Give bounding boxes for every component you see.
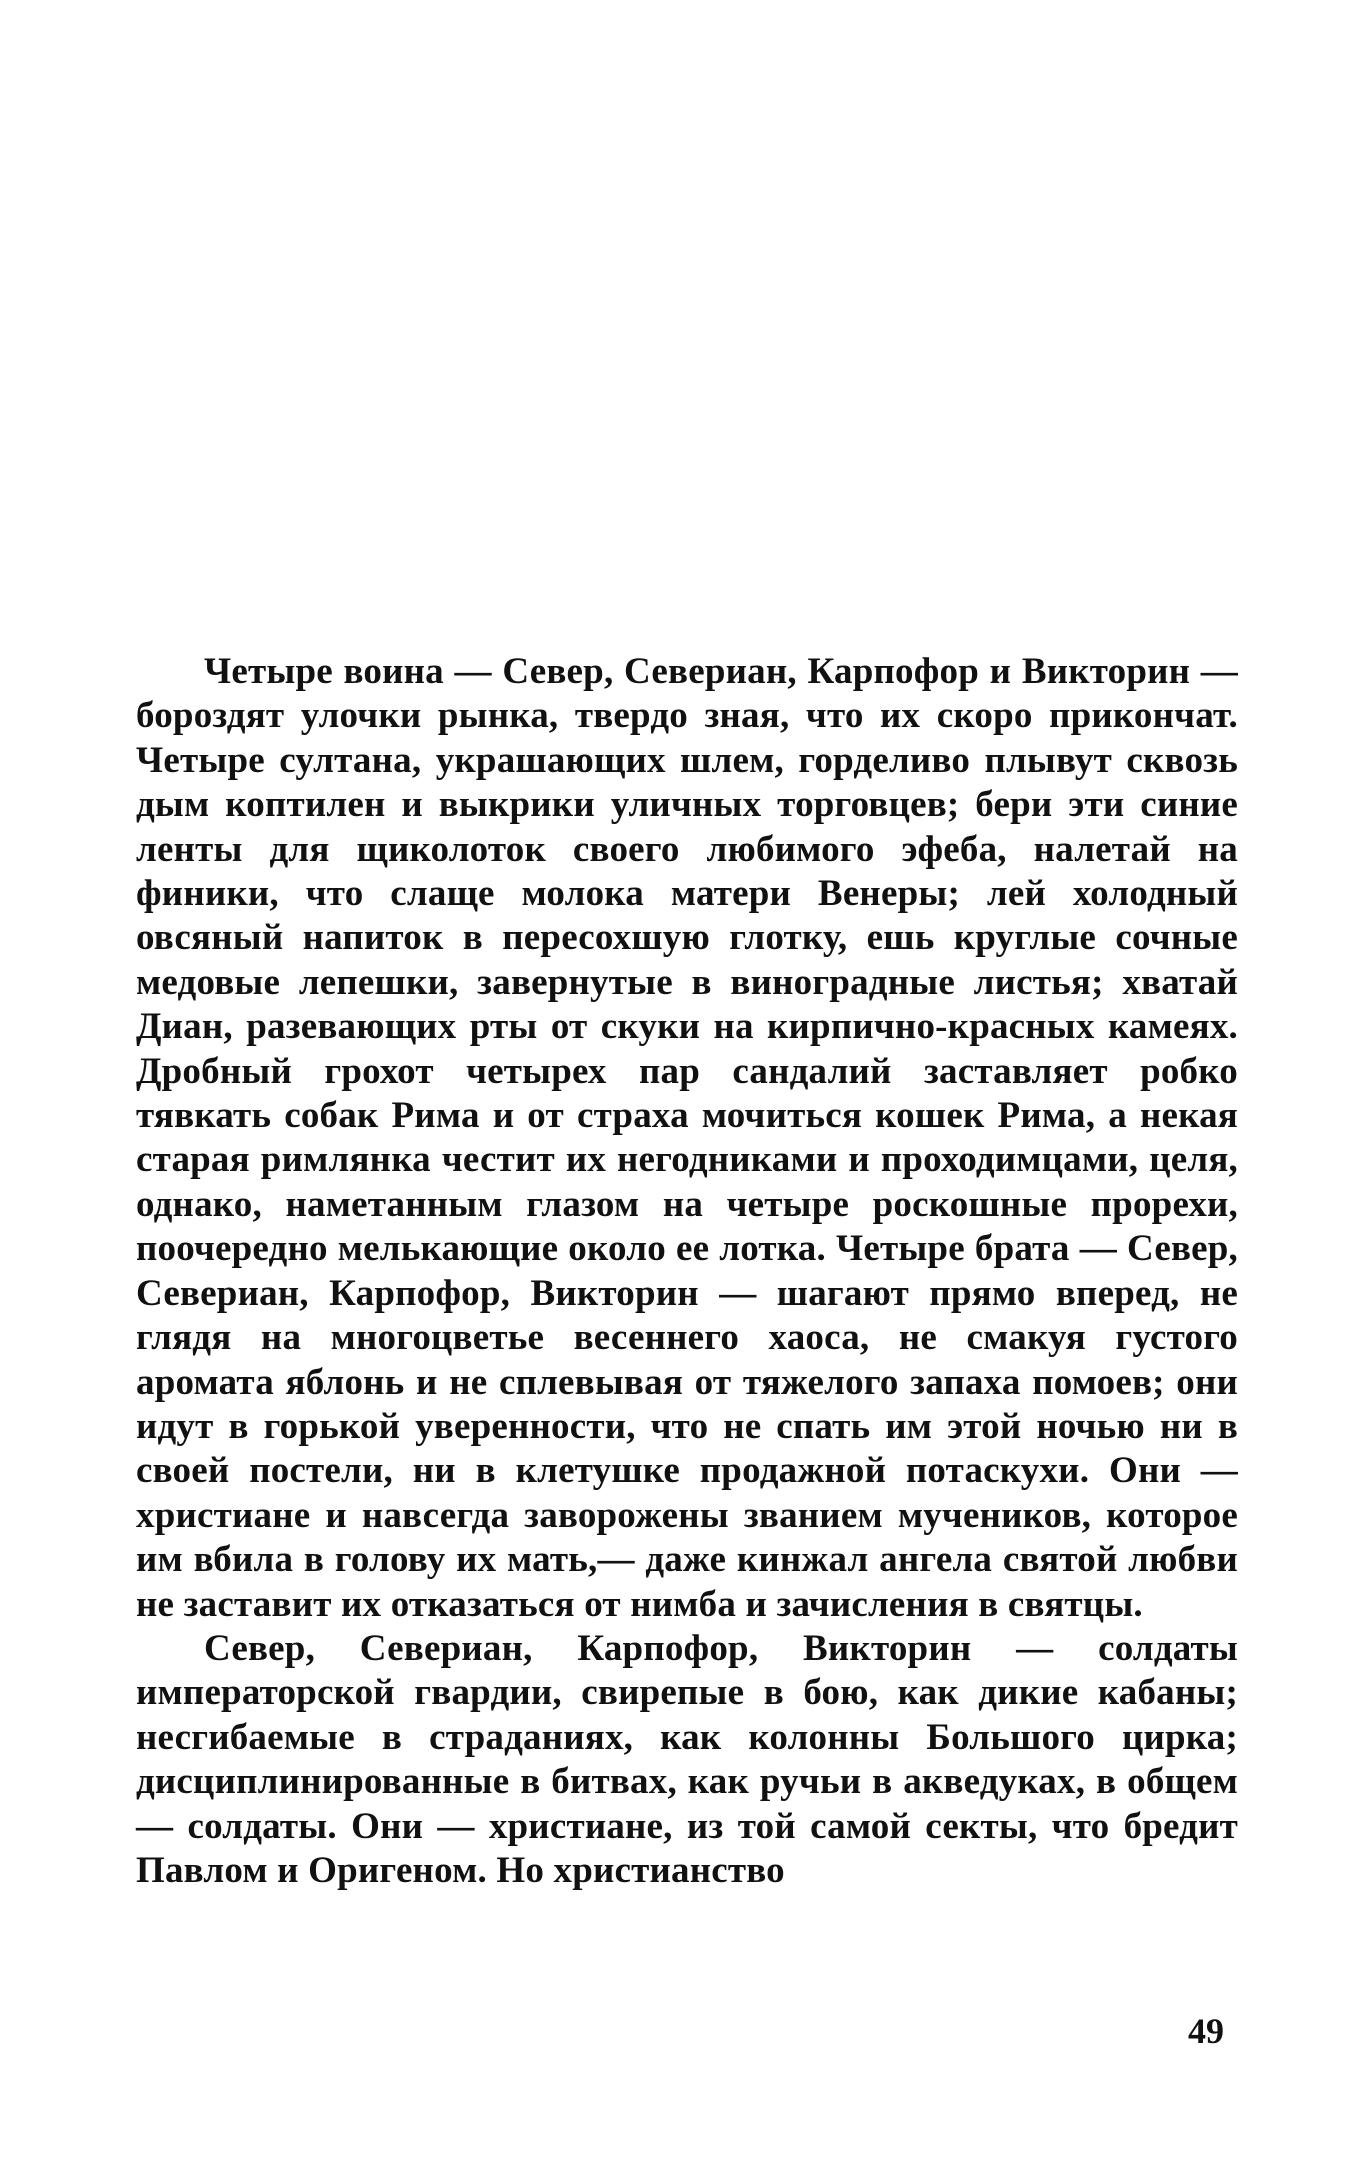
paragraph-1: Четыре воина — Север, Севериан, Карпофор и Викторин — бороздят улочки рынка, твердо зная, что их скоро прикончат. Четыре султана, украшающих шлем, горделиво плывут сквозь дым коптилен и выкрики уличных торговцев; бери эти синие ленты для щиколоток своего любимого эфеба, налетай на финики, что слаще молока матери Венеры; лей холодный овсяный напиток в пересохшую глотку, ешь круглые сочные медовые лепешки, завернутые в виноградные листья; хватай Диан, разевающих рты от скуки на кирпично-красных камеях. Дробный грохот четырех пар сандалий заставляет робко тявкать собак Рима и от страха мочиться кошек Рима, а некая старая римлянка честит их негодниками и проходимцами, целя, однако, наметанным глазом на четыре роскошные прорехи, поочередно мелькающие около ее лотка. Четыре брата — Север, Севериан, Карпофор, Викторин — шагают прямо вперед, не глядя на многоцветье весеннего хаоса, не смакуя густого аромата яблонь и не сплевывая от тяжелого запаха помоев; они идут в горькой уверенности, что не спать им этой ночью ни в своей постели, ни в клетушке продажной потаскухи. Они — христиане и навсегда заворожены званием мучеников, которое им вбила в голову их мать,— даже кинжал ангела святой любви не заставит их отказаться от нимба и зачисления в святцы. [136,651,1238,1625]
page-number: 49 [1188,2011,1224,2051]
body-text [136,650,1238,1893]
paragraph-2: Север, Севериан, Карпофор, Викторин — солдаты императорской гвардии, свирепые в бою, как дикие кабаны; несгибаемые в страданиях, как колонны Большого цирка; дисциплинированные в битвах, как ручьи в акведуках, в общем — солдаты. Они — христиане, из той самой секты, что бредит Павлом и Оригеном. Но христианство [136,1627,1238,1891]
